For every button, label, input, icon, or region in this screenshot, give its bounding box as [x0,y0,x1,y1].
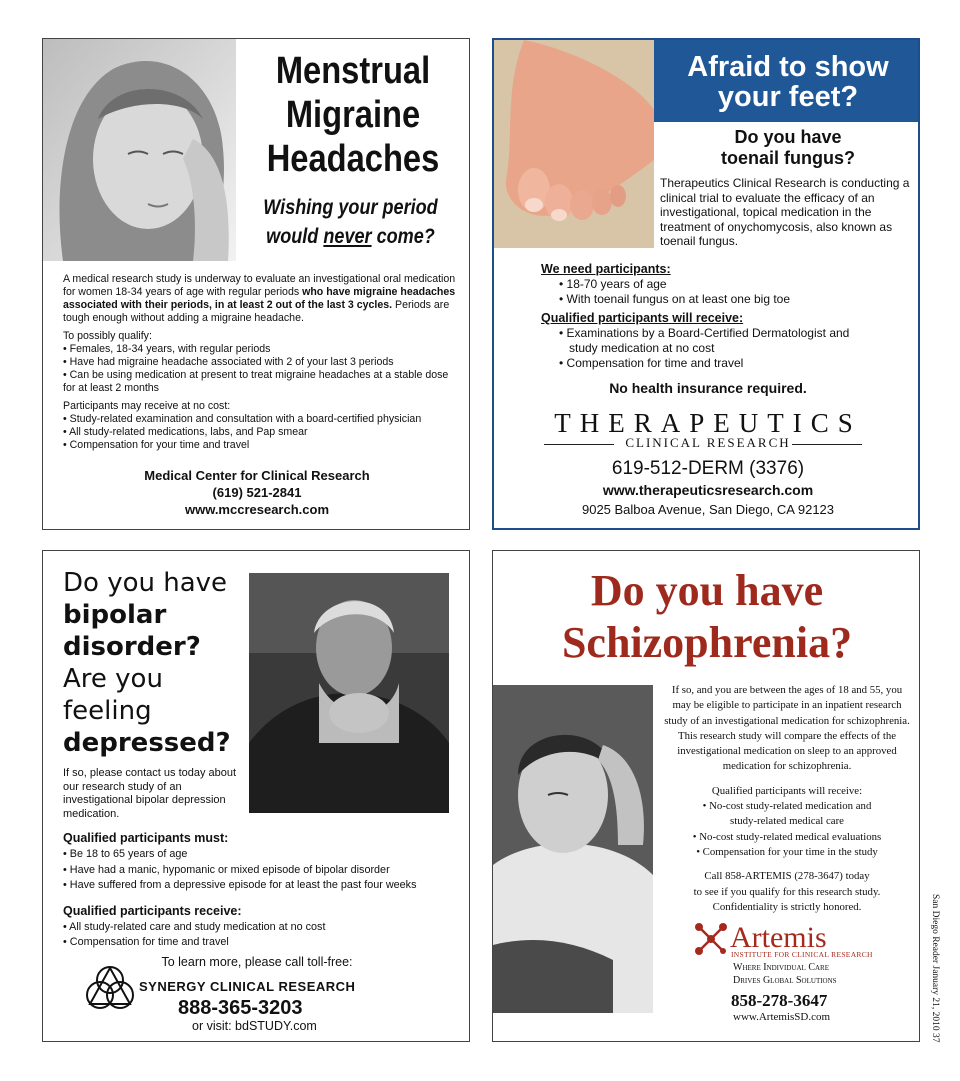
question-heading: Do you have toenail fungus? [721,127,855,168]
ad-body: A medical research study is underway to evaluate an investigational oral medication for women 18-34 years of age with regular periods who have migraine headaches associated with their periods, in at least 2 out of the last 3 cycles. Periods are tough enough without adding a migraine headache. To possibly qualify: • Females, 18-34 years, with regular periods • Have had migraine headache associated with 2 of your last 3 periods • Can be using medication at present to treat migraine headaches at a stable dose for at least 2 months Participants may receive at no cost: • Study-related examination and consultation with a board-certified physician • All study-related medications, labs, and Pap smear • Compensation for your time and travel [63,273,456,451]
website-link[interactable]: www.ArtemisSD.com [733,1011,831,1023]
study-intro: If so, please contact us today about our research study of an investigational bipolar depression medication. [63,767,237,820]
synergy-logo-icon [85,964,135,1015]
ad-subtitle: Wishing your period would never come? [263,196,438,248]
artemis-molecule-icon [693,921,729,957]
no-insurance-note: No health insurance required. [609,380,807,396]
learn-more-text: To learn more, please call toll-free: [161,955,353,969]
website-link[interactable]: www.therapeuticsresearch.com [602,482,814,498]
synergy-brand: SYNERGY CLINICAL RESEARCH [139,979,356,994]
contact-block: Medical Center for Clinical Research (619) 521-2841 www.mccresearch.com [43,467,470,518]
toenail-fungus-ad [492,38,920,530]
phone-number: 888-365-3203 [178,997,303,1019]
website-link[interactable]: or visit: bdSTUDY.com [192,1019,317,1033]
headline-banner: Afraid to show your feet? [654,40,920,122]
migraine-ad [42,38,470,530]
page-footer-sidebar: San Diego Reader January 21, 2010 37 [930,894,940,1043]
study-description: Therapeutics Clinical Research is conducting a clinical trial to evaluate the efficacy of an investigational, topical medication in the treatment of onychomycosis, also known as toenail fungus. [660,176,910,248]
artemis-tagline: Where Individual Care Drives Global Solutions [733,962,837,986]
ad-title: Menstrual Migraine Headaches [266,50,440,180]
study-description: If so, and you are between the ages of 18 and 55, you may be eligible to participate in an inpatient research study of an investigational medication for schizophrenia. This research study will compare the effects of the investigational medication on sleep to an approved medication for schizophrenia. Qualified participants will receive: • No-cost study-related medication and study-related medical care • No-cost study-related medical evaluations • Compensation for your time in the study Call 858-ARTEMIS (278-3647) today to see if you qualify for this research study. Confidentiality is strictly honored. [664,684,910,913]
woman-headache-photo [43,39,236,261]
ad-headline: Do you have Schizophrenia? [561,566,853,667]
young-man-photo [493,685,653,1013]
therapeutics-logo-sub: CLINICAL RESEARCH [534,435,882,453]
schizophrenia-ad: Do you have Schizophrenia? If so, and you are between the ages of 18 and 55, you may be eligible to participate in an inpatient research study of an investigational medication for schizophrenia. This research study will compare the effects of the investigational medication on sleep to an approved medication for schizophrenia. Qualified participants will receive: • No-cost study-related medication and study-related medical care • No-cost study-related medical evaluations • Compensation for your time in the study Call 858-ARTEMIS (278-3647) today to see if you qualify for this research study. Confidentiality is strictly honored. Artemis INSTITUTE FOR CLINICAL RESEARCH Where Individual Care Drives Global Solutions 858-278-3647 www.ArtemisSD.com [492,550,920,1042]
feet-photo [494,40,654,248]
participant-lists: We need participants: • 18-70 years of age • With toenail fungus on at least one big toe Qualified participants will receive: • Examinations by a Board-Certified Dermatologist and study medication at no cost • Compensation for time and travel [541,262,850,370]
address: 9025 Balboa Avenue, San Diego, CA 92123 [581,502,835,517]
man-photo [249,573,449,813]
website-link[interactable]: www.mccresearch.com [184,502,330,517]
phone-number: 619-512-DERM (3376) [611,458,805,479]
phone-number: 858-278-3647 [731,991,828,1010]
therapeutics-logo: THERAPEUTICS [554,408,862,438]
ad-headline: Do you have bipolar disorder? Are you feeling depressed? [63,568,231,758]
bipolar-ad [42,550,470,1042]
requirements: Qualified participants must: • Be 18 to 65 years of age • Have had a manic, hypomanic or mixed episode of bipolar disorder • Have suffered from a depressive episode for at least the past four weeks Qualified participants receive: • All study-related care and study medication at no cost • Compensation for time and travel [63,831,417,948]
